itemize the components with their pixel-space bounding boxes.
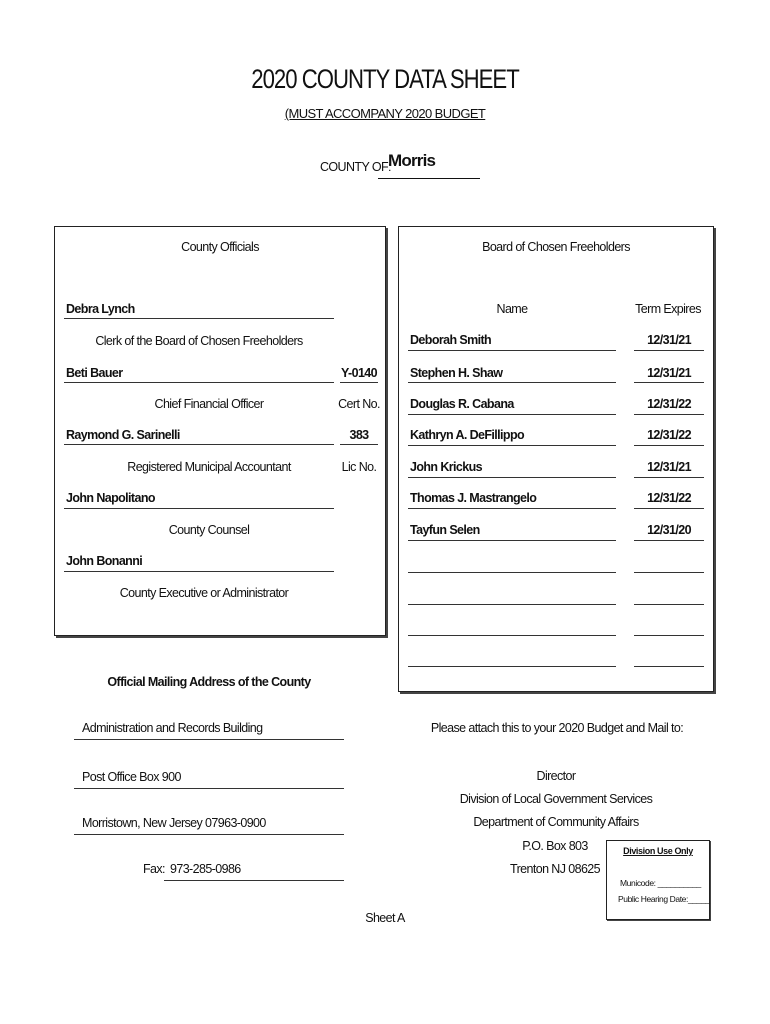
subtitle-text: (MUST ACCOMPANY 2020 BUDGET: [284, 106, 486, 121]
row-underline: [634, 414, 704, 415]
fax-label: Fax:: [143, 862, 165, 876]
fax-value: 973-285-0986: [170, 862, 241, 876]
sheet-label: Sheet A: [365, 911, 405, 925]
code-label: Cert No.: [338, 397, 380, 411]
freeholder-name: Kathryn A. DeFillippo: [410, 428, 525, 442]
code-underline: [340, 444, 378, 445]
row-underline: [634, 540, 704, 541]
send-to-intro: Please attach this to your 2020 Budget and Mail to:: [430, 721, 684, 735]
mailing-underline: [74, 834, 344, 835]
name-column-header: Name: [496, 302, 528, 316]
mailing-heading: Official Mailing Address of the County: [107, 675, 311, 689]
official-name: John Napolitano: [66, 491, 155, 505]
blank-row-underline: [634, 572, 704, 573]
freeholder-term: 12/31/22: [647, 491, 691, 505]
public-hearing-label: Public Hearing Date:_____: [618, 894, 710, 904]
official-code: Y-0140: [340, 366, 378, 380]
freeholder-name: Douglas R. Cabana: [410, 397, 514, 411]
term-column-header: Term Expires: [635, 302, 701, 316]
freeholder-name: Deborah Smith: [410, 333, 492, 347]
official-role: Chief Financial Officer: [154, 397, 264, 411]
official-role: County Executive or Administrator: [119, 586, 289, 600]
row-underline: [634, 382, 704, 383]
freeholder-name: Tayfun Selen: [410, 523, 480, 537]
freeholder-term: 12/31/20: [647, 523, 691, 537]
row-underline: [408, 350, 616, 351]
page-subtitle: [0, 106, 770, 121]
division-use-title: Division Use Only: [623, 846, 693, 856]
official-name: Debra Lynch: [66, 302, 135, 316]
official-name: Beti Bauer: [66, 366, 123, 380]
blank-row-underline: [634, 635, 704, 636]
blank-row-underline: [408, 604, 616, 605]
send-to-line: Director: [536, 769, 576, 783]
mailing-line2: Post Office Box 900: [82, 770, 181, 784]
name-underline: [64, 382, 334, 383]
name-underline: [64, 508, 334, 509]
row-underline: [408, 477, 616, 478]
mailing-underline: [74, 788, 344, 789]
row-underline: [634, 445, 704, 446]
row-underline: [408, 540, 616, 541]
freeholder-name: Thomas J. Mastrangelo: [410, 491, 537, 505]
mailing-line1: Administration and Records Building: [82, 721, 263, 735]
freeholder-term: 12/31/22: [647, 428, 691, 442]
send-to-line: Department of Community Affairs: [473, 815, 639, 829]
page-title: 2020 COUNTY DATA SHEET: [251, 64, 519, 94]
send-to-line: Trenton NJ 08625: [510, 862, 600, 876]
fax-underline: [164, 880, 344, 881]
blank-row-underline: [634, 666, 704, 667]
code-label: Lic No.: [341, 460, 377, 474]
row-underline: [408, 414, 616, 415]
freeholder-term: 12/31/22: [647, 397, 691, 411]
freeholder-term: 12/31/21: [647, 333, 691, 347]
name-underline: [64, 571, 334, 572]
official-code: 383: [349, 428, 369, 442]
blank-row-underline: [408, 572, 616, 573]
official-role: Registered Municipal Accountant: [127, 460, 291, 474]
row-underline: [408, 445, 616, 446]
official-name: John Bonanni: [66, 554, 143, 568]
freeholder-name: John Krickus: [410, 460, 482, 474]
municode-label: Municode: __________: [620, 878, 701, 888]
code-underline: [340, 382, 378, 383]
row-underline: [634, 508, 704, 509]
freeholder-term: 12/31/21: [647, 460, 691, 474]
mailing-line3: Morristown, New Jersey 07963-0900: [82, 816, 266, 830]
name-underline: [64, 318, 334, 319]
official-role: Clerk of the Board of Chosen Freeholders: [95, 334, 303, 348]
freeholder-term: 12/31/21: [647, 366, 691, 380]
freeholders-heading: Board of Chosen Freeholders: [482, 240, 630, 254]
row-underline: [408, 508, 616, 509]
official-role: County Counsel: [168, 523, 250, 537]
blank-row-underline: [408, 635, 616, 636]
row-underline: [408, 382, 616, 383]
mailing-underline: [74, 739, 344, 740]
send-to-line: P.O. Box 803: [522, 839, 588, 853]
name-underline: [64, 444, 334, 445]
county-officials-heading: County Officials: [181, 240, 259, 254]
send-to-line: Division of Local Government Services: [459, 792, 653, 806]
blank-row-underline: [408, 666, 616, 667]
freeholders-panel: [398, 226, 714, 692]
county-label: COUNTY OF:: [320, 160, 391, 174]
county-value: Morris: [378, 151, 480, 179]
blank-row-underline: [634, 604, 704, 605]
row-underline: [634, 477, 704, 478]
freeholder-name: Stephen H. Shaw: [410, 366, 503, 380]
row-underline: [634, 350, 704, 351]
official-name: Raymond G. Sarinelli: [66, 428, 180, 442]
